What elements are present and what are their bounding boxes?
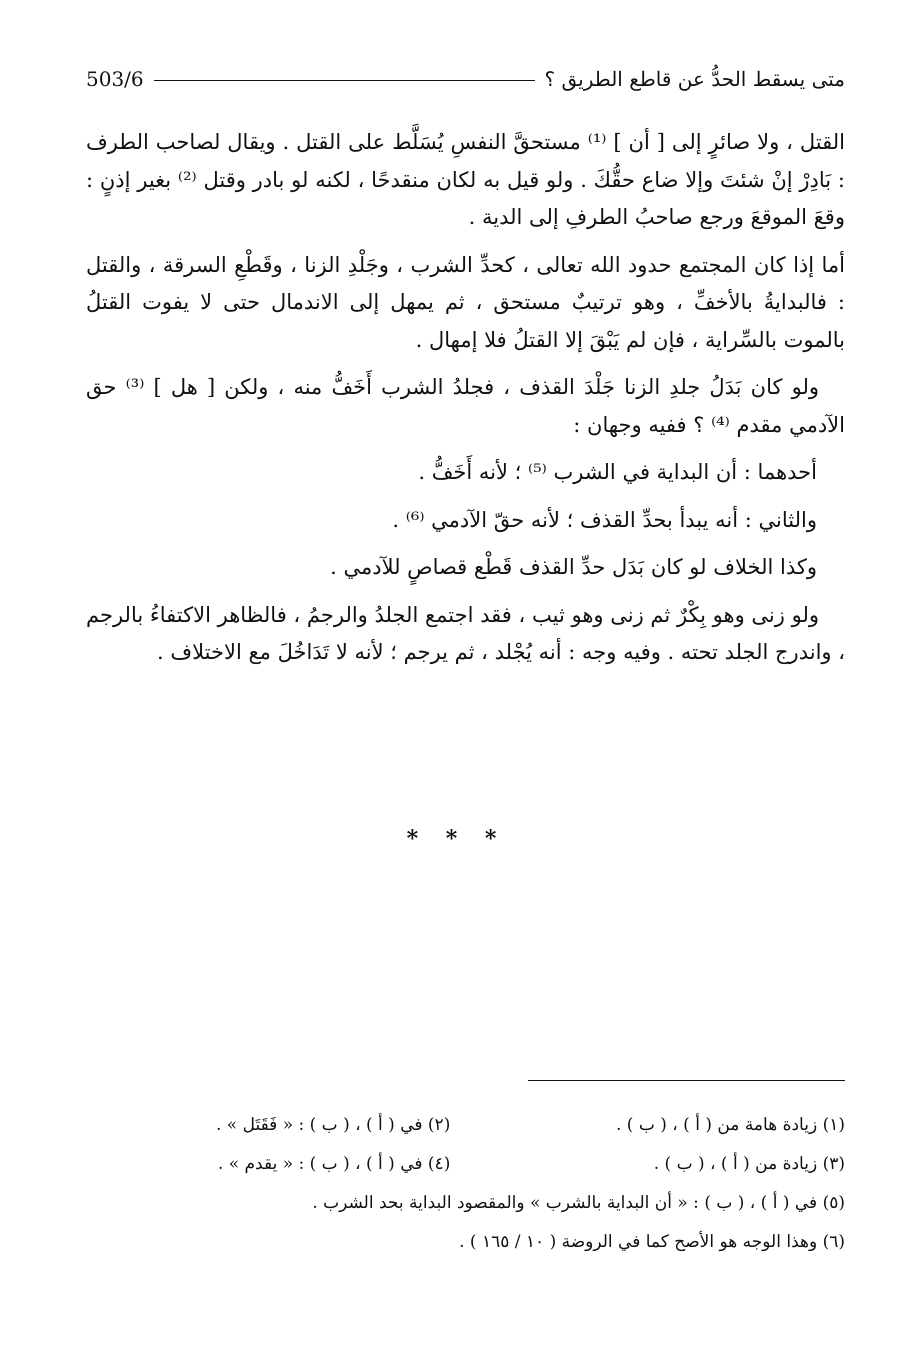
page-header: [86, 64, 845, 94]
section-separator: * * *: [406, 826, 507, 852]
paragraph: أما إذا كان المجتمع حدود الله تعالى ، كحدِّ الشرب ، وجَلْدِ الزنا ، وقَطْعِ السرقة ، والقتل : فالبدايةُ بالأخفِّ ، وهو ترتيبٌ مستحق ، ثم يمهل إلى الاندمال حتى لا يفوت القتلُ بالموت بالسِّراية ، فإن لم يَبْقَ إلا القتلُ فلا إمهال .: [86, 252, 845, 352]
running-title: متى يسقط الحدُّ عن قاطع الطريق ؟: [544, 67, 845, 91]
footnote-row: [86, 1145, 845, 1184]
footnote-rule: [528, 1080, 845, 1081]
footnote-row: [86, 1106, 845, 1145]
main-text: [86, 124, 845, 682]
paragraph: والثاني : أنه يبدأ بحدِّ القذف ؛ لأنه حقّ الآدمي ⁽⁶⁾ .: [392, 507, 817, 532]
footnote-1: (١) زيادة هامة من ( أ ) ، ( ب ) .: [615, 1115, 845, 1135]
footnote-3: (٣) زيادة من ( أ ) ، ( ب ) .: [653, 1154, 845, 1174]
paragraph: القتل ، ولا صائرٍ إلى [ أن ] ⁽¹⁾ مستحقَّ النفسِ يُسَلَّط على القتل . ويقال لصاحب الطرف : بَادِرْ إنْ شئتَ وإلا ضاع حقُّكَ . ولو قيل به لكان منقدحًا ، لكنه لو بادر وقتل ⁽²⁾ بغير إذنٍ : وقعَ الموقعَ ورجع صاحبُ الطرفِ إلى الدية .: [86, 130, 845, 229]
footnote-4: (٤) في ( أ ) ، ( ب ) : « يقدم » .: [217, 1154, 451, 1174]
paragraph: وكذا الخلاف لو كان بَدَل حدِّ القذف قَطْع قصاصٍ للآدمي .: [330, 555, 817, 579]
header-rule: [154, 80, 535, 81]
paragraph: أحدهما : أن البداية في الشرب ⁽⁵⁾ ؛ لأنه أَخَفُّ .: [418, 460, 817, 484]
footnote-5: (٥) في ( أ ) ، ( ب ) : « أن البداية بالشرب » والمقصود البداية بحد الشرب .: [312, 1193, 845, 1213]
footnotes: [86, 1106, 845, 1262]
footnote-2: (٢) في ( أ ) ، ( ب ) : « فَقَتَل » .: [215, 1115, 451, 1135]
paragraph: ولو كان بَدَلُ جلدِ الزنا جَلْدَ القذف ، فجلدُ الشرب أَخَفُّ منه ، ولكن [ هل ] ⁽³⁾ حق الآدمي مقدم ⁽⁴⁾ ؟ ففيه وجهان :: [86, 375, 845, 437]
page-number: 503/6: [86, 67, 144, 91]
paragraph: ولو زنى وهو بِكْرٌ ثم زنى وهو ثيب ، فقد اجتمع الجلدُ والرجمُ ، فالظاهر الاكتفاءُ بالرجم ، واندرج الجلد تحته . وفيه وجه : أنه يُجْلد ، ثم يرجم ؛ لأنه لا تَدَاخُلَ مع الاختلاف .: [86, 602, 845, 664]
footnote-6: (٦) وهذا الوجه هو الأصح كما في الروضة ( ١٠ / ١٦٥ ) .: [459, 1232, 845, 1252]
